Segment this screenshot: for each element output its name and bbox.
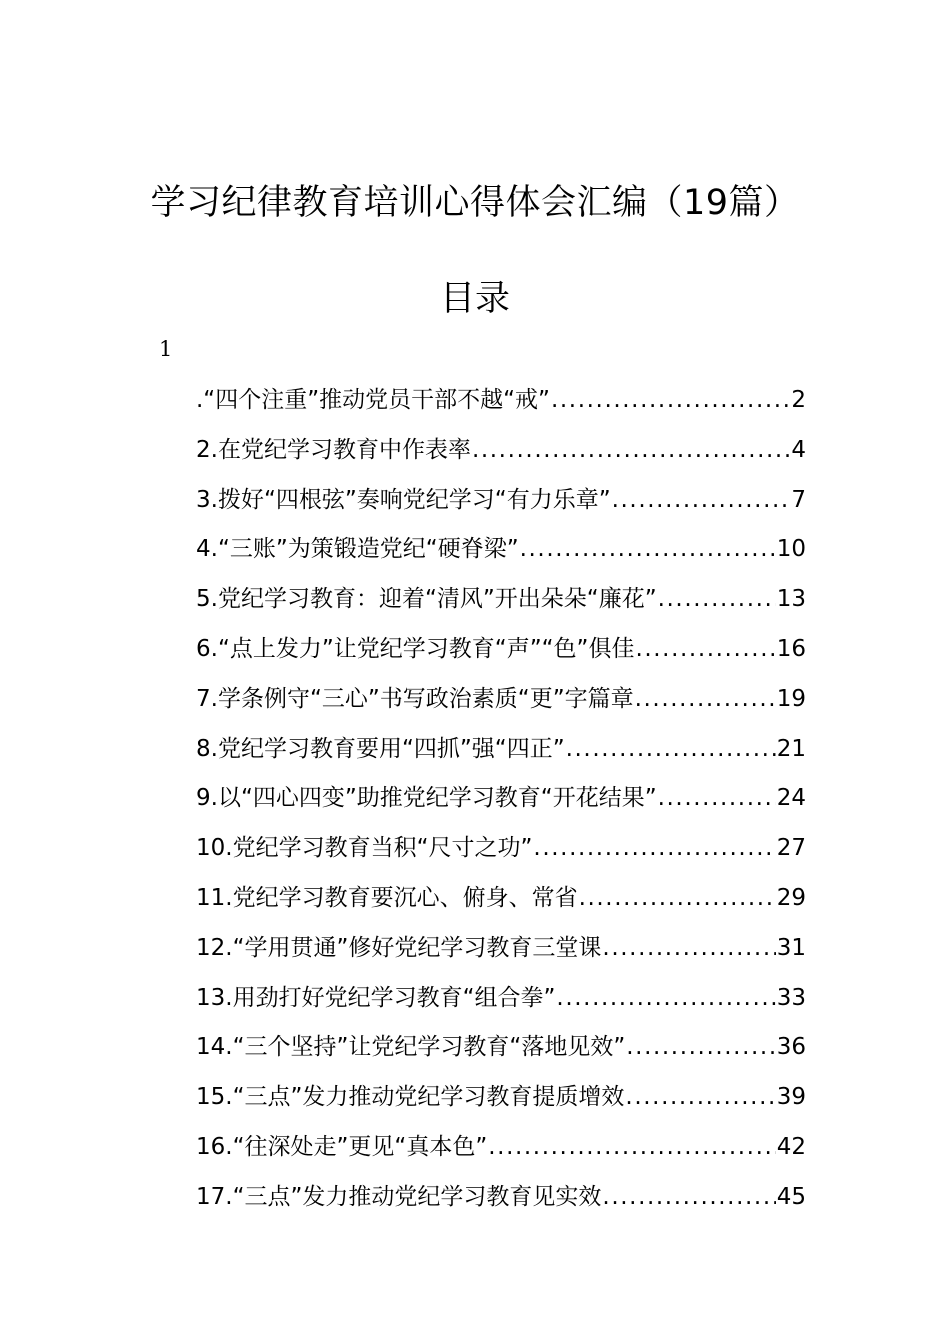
toc-item-label: 6.“点上发力”让党纪学习教育“声”“色”俱佳 bbox=[196, 635, 635, 662]
toc-item-page: 4 bbox=[791, 436, 806, 463]
toc-leader-dots bbox=[472, 430, 790, 470]
toc-item[interactable] bbox=[196, 380, 806, 430]
toc-item[interactable] bbox=[196, 629, 806, 679]
toc-item[interactable] bbox=[196, 430, 806, 480]
toc-item-page: 36 bbox=[776, 1034, 806, 1061]
toc-item[interactable] bbox=[196, 1027, 806, 1077]
toc-leader-dots bbox=[658, 778, 776, 818]
toc-item-label: 8.党纪学习教育要用“四抓”强“四正” bbox=[196, 735, 565, 762]
toc-item-page: 29 bbox=[776, 884, 806, 911]
toc-item-label: 9.以“四心四变”助推党纪学习教育“开花结果” bbox=[196, 785, 657, 812]
toc-item[interactable] bbox=[196, 1177, 806, 1227]
toc-leader-dots bbox=[635, 629, 775, 669]
toc-item[interactable] bbox=[196, 579, 806, 629]
toc-item[interactable] bbox=[196, 1077, 806, 1127]
toc-item[interactable] bbox=[196, 480, 806, 530]
toc-leader-dots bbox=[533, 828, 775, 868]
stray-number: 1 bbox=[159, 337, 173, 361]
toc-leader-dots bbox=[635, 679, 776, 719]
toc-item-page: 7 bbox=[791, 486, 806, 513]
toc-item-label: 7.学条例守“三心”书写政治素质“更”字篇章 bbox=[196, 685, 634, 712]
toc-leader-dots bbox=[488, 1127, 775, 1167]
toc-leader-dots bbox=[658, 579, 776, 619]
toc-item-label: 12.“学用贯通”修好党纪学习教育三堂课 bbox=[196, 934, 602, 961]
toc-item-label: 16.“往深处走”更见“真本色” bbox=[196, 1133, 488, 1160]
toc-item-page: 10 bbox=[776, 536, 806, 563]
toc-leader-dots bbox=[520, 529, 776, 569]
toc-item-label: 17.“三点”发力推动党纪学习教育见实效 bbox=[196, 1183, 602, 1210]
toc-item[interactable] bbox=[196, 679, 806, 729]
toc-item[interactable] bbox=[196, 928, 806, 978]
toc-leader-dots bbox=[612, 480, 791, 520]
toc-item-label: 13.用劲打好党纪学习教育“组合拳” bbox=[196, 984, 556, 1011]
toc-leader-dots bbox=[566, 729, 776, 769]
toc-item-page: 31 bbox=[776, 934, 806, 961]
toc-item[interactable] bbox=[196, 529, 806, 579]
toc-item-page: 24 bbox=[776, 785, 806, 812]
document-title: 学习纪律教育培训心得体会汇编（19篇） bbox=[150, 183, 800, 223]
toc-leader-dots bbox=[602, 928, 775, 968]
toc-item-page: 27 bbox=[776, 835, 806, 862]
toc-leader-dots bbox=[551, 380, 790, 420]
toc-item-page: 19 bbox=[776, 685, 806, 712]
toc-item[interactable] bbox=[196, 778, 806, 828]
toc-leader-dots bbox=[556, 978, 775, 1018]
toc-item-label: 2.在党纪学习教育中作表率 bbox=[196, 436, 471, 463]
toc-item-page: 42 bbox=[776, 1133, 806, 1160]
toc-leader-dots bbox=[579, 878, 776, 918]
toc-leader-dots bbox=[626, 1027, 775, 1067]
toc-item-page: 33 bbox=[776, 984, 806, 1011]
toc-item[interactable] bbox=[196, 828, 806, 878]
toc-item-label: 11.党纪学习教育要沉心、俯身、常省 bbox=[196, 884, 578, 911]
toc-item[interactable] bbox=[196, 978, 806, 1028]
toc-item-label: 3.拨好“四根弦”奏响党纪学习“有力乐章” bbox=[196, 486, 611, 513]
toc-item-page: 13 bbox=[776, 586, 806, 613]
toc-item-label: 15.“三点”发力推动党纪学习教育提质增效 bbox=[196, 1084, 625, 1111]
toc-item[interactable] bbox=[196, 1127, 806, 1177]
toc-leader-dots bbox=[625, 1077, 775, 1117]
toc-item[interactable] bbox=[196, 878, 806, 928]
toc-item-page: 45 bbox=[776, 1183, 806, 1210]
toc-item-page: 16 bbox=[776, 635, 806, 662]
toc-item-label: 5.党纪学习教育：迎着“清风”开出朵朵“廉花” bbox=[196, 586, 657, 613]
toc-item[interactable] bbox=[196, 729, 806, 779]
toc-item-page: 2 bbox=[791, 387, 806, 413]
toc-item-page: 39 bbox=[776, 1084, 806, 1111]
table-of-contents bbox=[196, 380, 806, 1227]
toc-item-label: 10.党纪学习教育当积“尺寸之功” bbox=[196, 835, 533, 862]
toc-item-label: .“四个注重”推动党员干部不越“戒” bbox=[196, 387, 550, 413]
toc-heading: 目录 bbox=[439, 279, 510, 319]
toc-item-page: 21 bbox=[776, 735, 806, 762]
toc-item-label: 14.“三个坚持”让党纪学习教育“落地见效” bbox=[196, 1034, 626, 1061]
toc-leader-dots bbox=[602, 1177, 775, 1217]
toc-item-label: 4.“三账”为策锻造党纪“硬脊梁” bbox=[196, 536, 519, 563]
